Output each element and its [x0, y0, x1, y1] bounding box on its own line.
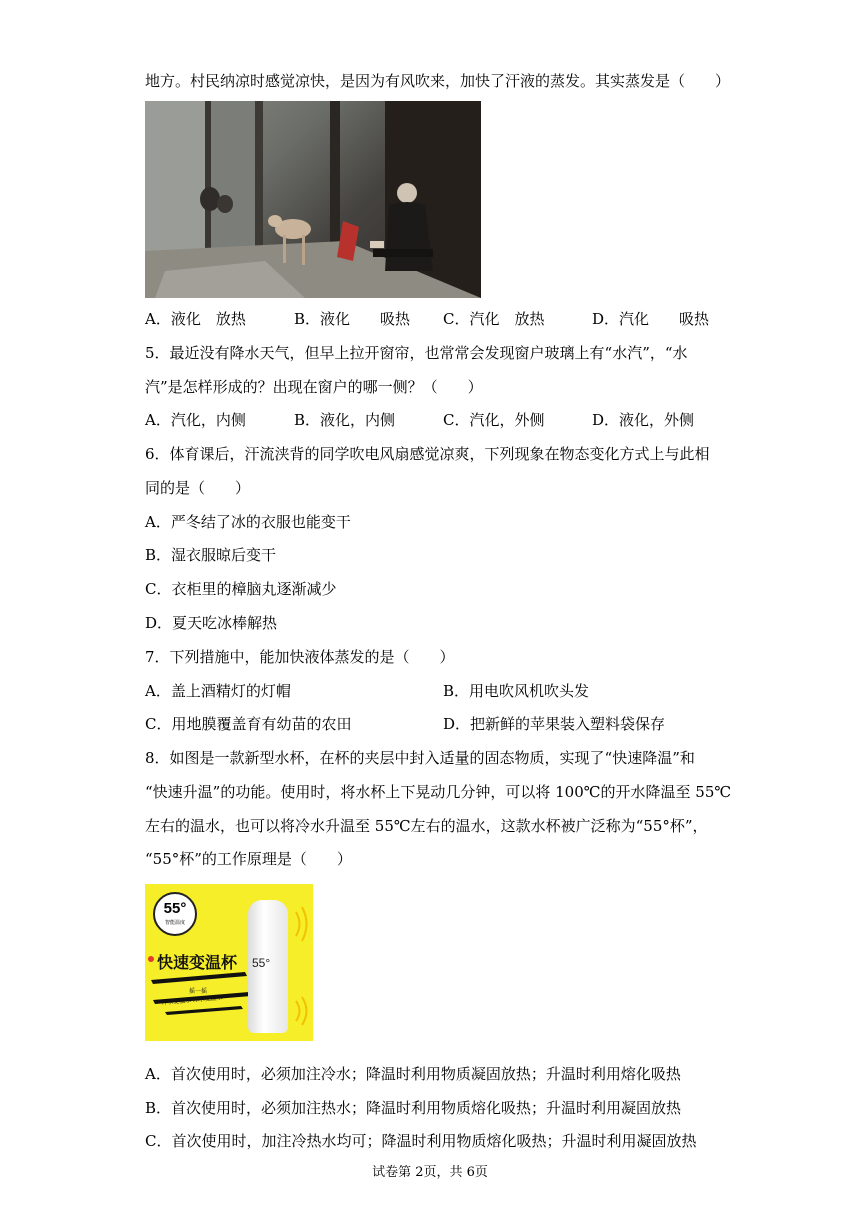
- q8-stem-line-2: “快速升温”的功能。使用时，将水杯上下晃动几分钟，可以将 100℃的开水降温至 55℃: [145, 783, 732, 801]
- q7-stem: 7．下列措施中，能加快液体蒸发的是（ ）: [145, 648, 455, 666]
- q7-option-c: C．用地膜覆盖育有幼苗的农田: [145, 715, 352, 733]
- q8-stem-line-3: 左右的温水，也可以将冷水升温至 55℃左右的温水，这款水杯被广泛称为“55°杯”，: [145, 817, 708, 835]
- ad-sub-line-1: 摇一摇: [189, 989, 208, 995]
- q8-option-a: A．首次使用时，必须加注冷水；降温时利用物质凝固放热；升温时利用熔化吸热: [145, 1065, 681, 1083]
- badge-circle: [153, 892, 197, 936]
- signal-waves-bottom-icon: [293, 996, 313, 1026]
- q4-option-c: C．汽化 放热: [443, 310, 545, 328]
- badge-number: 55°: [163, 900, 187, 917]
- q4-stem: 地方。村民纳凉时感觉凉快，是因为有风吹来，加快了汗液的蒸发。其实蒸发是（ ）: [145, 72, 731, 90]
- q6-stem-line-1: 6．体育课后，汗流浃背的同学吹电风扇感觉凉爽，下列现象在物态变化方式上与此相: [145, 445, 710, 463]
- q6-option-c: C．衣柜里的樟脑丸逐渐减少: [145, 580, 337, 598]
- q5-option-c: C．汽化，外侧: [443, 411, 545, 429]
- q7-option-b: B．用电吹风机吹头发: [443, 682, 590, 700]
- cup-ad-image: [145, 884, 313, 1041]
- q7-option-d: D．把新鲜的苹果装入塑料袋保存: [443, 715, 666, 733]
- page-footer: 试卷第 2页，共 6页: [372, 1165, 488, 1180]
- q5-option-a: A．汽化，内侧: [145, 411, 246, 429]
- q4-option-d: D．汽化 吸热: [592, 310, 710, 328]
- village-photo: [145, 101, 481, 298]
- q7-option-a: A．盖上酒精灯的灯帽: [145, 682, 291, 700]
- ad-sub-line-2: 开水变温水 冰水变温水: [160, 995, 223, 1007]
- q6-option-b: B．湿衣服晾后变干: [145, 546, 277, 564]
- red-dot-icon: [148, 956, 154, 962]
- q8-stem-line-4: “55°杯”的工作原理是（ ）: [145, 850, 352, 868]
- q6-option-a: A．严冬结了冰的衣服也能变干: [145, 513, 351, 531]
- q5-option-b: B．液化，内侧: [294, 411, 396, 429]
- q5-option-d: D．液化，外侧: [592, 411, 695, 429]
- q6-stem-line-2: 同的是（ ）: [145, 479, 251, 497]
- q4-option-a: A．液化 放热: [145, 310, 246, 328]
- badge-caption: 智能温度: [164, 920, 185, 926]
- q8-stem-line-1: 8．如图是一款新型水杯，在杯的夹层中封入适量的固态物质，实现了“快速降温”和: [145, 749, 695, 767]
- signal-waves-top-icon: [293, 904, 313, 944]
- q8-option-c: C．首次使用时，加注冷热水均可；降温时利用物质熔化吸热；升温时利用凝固放热: [145, 1132, 697, 1150]
- ad-headline: 快速变温杯: [157, 955, 238, 972]
- cup-body: [248, 900, 288, 1033]
- q5-stem-line-1: 5．最近没有降水天气，但早上拉开窗帘，也常常会发现窗户玻璃上有“水汽”，“水: [145, 344, 688, 362]
- q4-option-b: B．液化 吸热: [294, 310, 411, 328]
- q5-stem-line-2: 汽”是怎样形成的？出现在窗户的哪一侧？（ ）: [145, 378, 483, 396]
- q6-option-d: D．夏天吃冰棒解热: [145, 614, 278, 632]
- q8-option-b: B．首次使用时，必须加注热水；降温时利用物质熔化吸热；升温时利用凝固放热: [145, 1099, 682, 1117]
- cup-label: 55°: [252, 956, 271, 970]
